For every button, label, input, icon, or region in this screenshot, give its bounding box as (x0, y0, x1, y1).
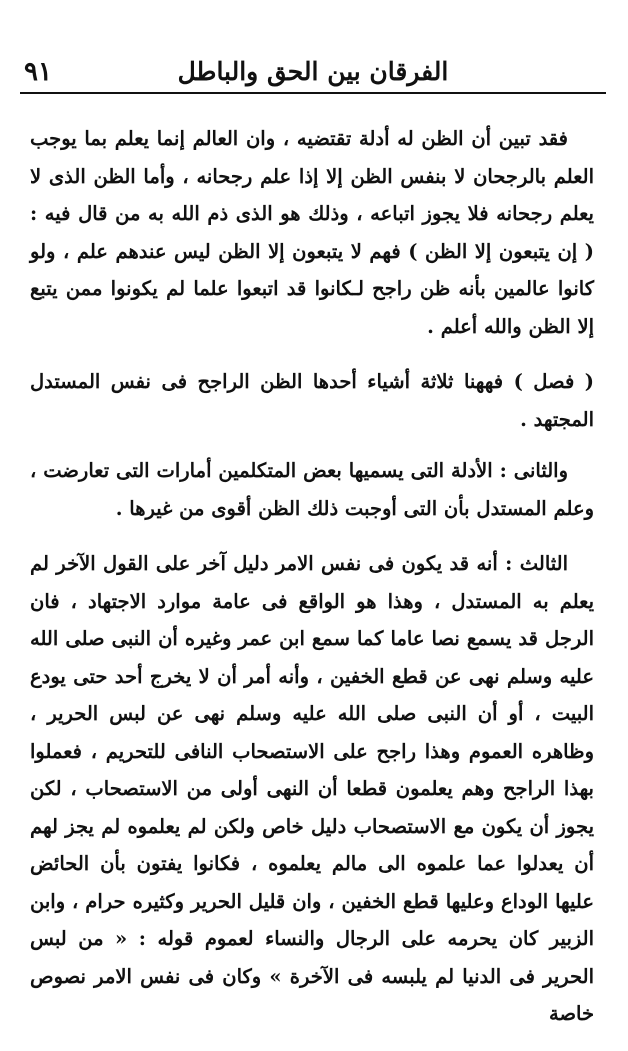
section-paragraph (30, 363, 594, 438)
running-title: الفرقان بين الحق والباطل (177, 57, 449, 86)
paragraph-3: الثالث : أنه قد يكون فى نفس الامر دليل آخر على القول الآخر لم يعلم به المستدل ، وهذا هو الواقع فى عامة موارد الاجتهاد ، فان الرجل قد يسمع نصا عاما كما سمع ابن عمر وغيره أن النبى صلى الله عليه وسلم نهى عن قطع الخفين ، وأنه أمر أن لا يخرج أحد حتى يودع البيت ، أو أن النبى صلى الله عليه وسلم نهى عن لبس الحرير ، وظاهره العموم وهذا راجح على الاستصحاب النافى للتحريم ، فعملوا بهذا الراجح وهم يعلمون قطعا أن النهى أولى من الاستصحاب ، لكن يجوز أن يكون مع الاستصحاب دليل خاص ولكن لم يعلموه لم يجز لهم أن يعدلوا عما علموه الى مالم يعلموه ، فكانوا يفتون بأن الحائض عليها الوداع وعليها قطع الخفين ، وان قليل الحرير وكثيره حرام ، وابن الزبير كان يحرمه على الرجال والنساء لعموم قوله : « من لبس الحرير فى الدنيا لم يلبسه فى الآخرة » وكان فى نفس الامر نصوص خاصة (30, 552, 594, 1025)
page-number: ٩١ (24, 57, 52, 87)
body-text (30, 120, 594, 1051)
page-header (20, 54, 606, 94)
paragraph-2: والثانى : الأدلة التى يسميها بعض المتكلمين أمارات التى تعارضت ، وعلم المستدل بأن التى أوجبت ذلك الظن أقوى من غيرها . (30, 459, 594, 520)
section-text: فههنا ثلاثة أشياء أحدها الظن الراجح فى نفس المستدل المجتهد . (30, 370, 594, 431)
paragraph-1: فقد تبين أن الظن له أدلة تقتضيه ، وان العالم إنما يعلم بما يوجب العلم بالرجحان لا بنفس الظن إلا إذا علم رجحانه ، وأما الظن الذى لا يعلم رجحانه فلا يجوز اتباعه ، وذلك هو الذى ذم الله به من قال فيه : ( إن يتبعون إلا الظن ) فهم لا يتبعون إلا الظن ليس عندهم علم ، ولو كانوا عالمين بأنه ظن راجح لـكانوا قد اتبعوا علما لم يكونوا ممن يتبع إلا الظن والله أعلم . (30, 127, 594, 338)
section-label: ( فصل ) (513, 370, 595, 393)
